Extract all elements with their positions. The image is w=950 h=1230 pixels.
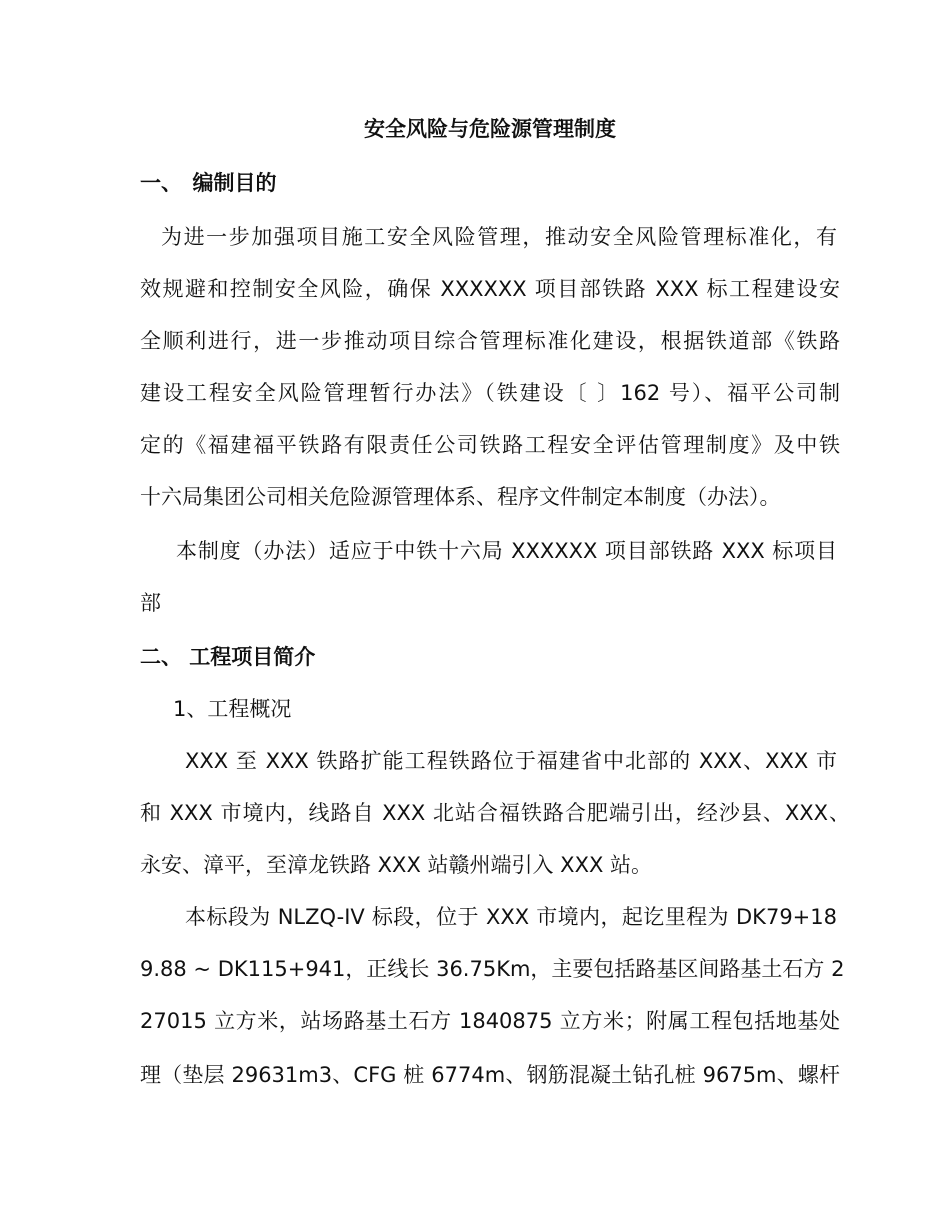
paragraph-line: 和 XXX 市境内，线路自 XXX 北站合福铁路合肥端引出，经沙县、XXX、 (140, 801, 850, 825)
section-heading-1: 一、 编制目的 (140, 171, 277, 195)
paragraph-line: 建设工程安全风险管理暂行办法》（铁建设〔 〕162 号）、福平公司制 (140, 381, 840, 405)
paragraph-line: 理（垫层 29631m3、CFG 桩 6774m、钢筋混凝土钻孔桩 9675m、螺杆 (140, 1063, 840, 1087)
paragraph-line: 十六局集团公司相关危险源管理体系、程序文件制定本制度（办法）。 (140, 485, 781, 509)
paragraph-line: XXX 至 XXX 铁路扩能工程铁路位于福建省中北部的 XXX、XXX 市 (185, 749, 837, 773)
paragraph-line: 部 (140, 591, 161, 615)
paragraph-line: 定的《福建福平铁路有限责任公司铁路工程安全评估管理制度》及中铁 (140, 433, 840, 457)
paragraph-line: 本标段为 NLZQ-IV 标段，位于 XXX 市境内，起讫里程为 DK79+18 (185, 905, 837, 929)
paragraph-line: 27015 立方米，站场路基土石方 1840875 立方米；附属工程包括地基处 (140, 1009, 840, 1033)
paragraph-line: 本制度（办法）适应于中铁十六局 XXXXXX 项目部铁路 XXX 标项目 (176, 539, 837, 563)
paragraph-line: 永安、漳平，至漳龙铁路 XXX 站赣州端引入 XXX 站。 (140, 853, 653, 877)
paragraph-line: 效规避和控制安全风险，确保 XXXXXX 项目部铁路 XXX 标工程建设安 (140, 277, 840, 301)
subheading: 1、工程概况 (173, 697, 292, 721)
section-heading-2: 二、 工程项目简介 (140, 645, 316, 669)
paragraph-line: 9.88 ~ DK115+941，正线长 36.75Km，主要包括路基区间路基土石方 2 (140, 957, 845, 981)
paragraph-line: 全顺利进行，进一步推动项目综合管理标准化建设，根据铁道部《铁路 (140, 329, 840, 353)
paragraph-line: 为进一步加强项目施工安全风险管理，推动安全风险管理标准化，有 (161, 225, 837, 249)
document-title: 安全风险与危险源管理制度 (364, 117, 616, 141)
